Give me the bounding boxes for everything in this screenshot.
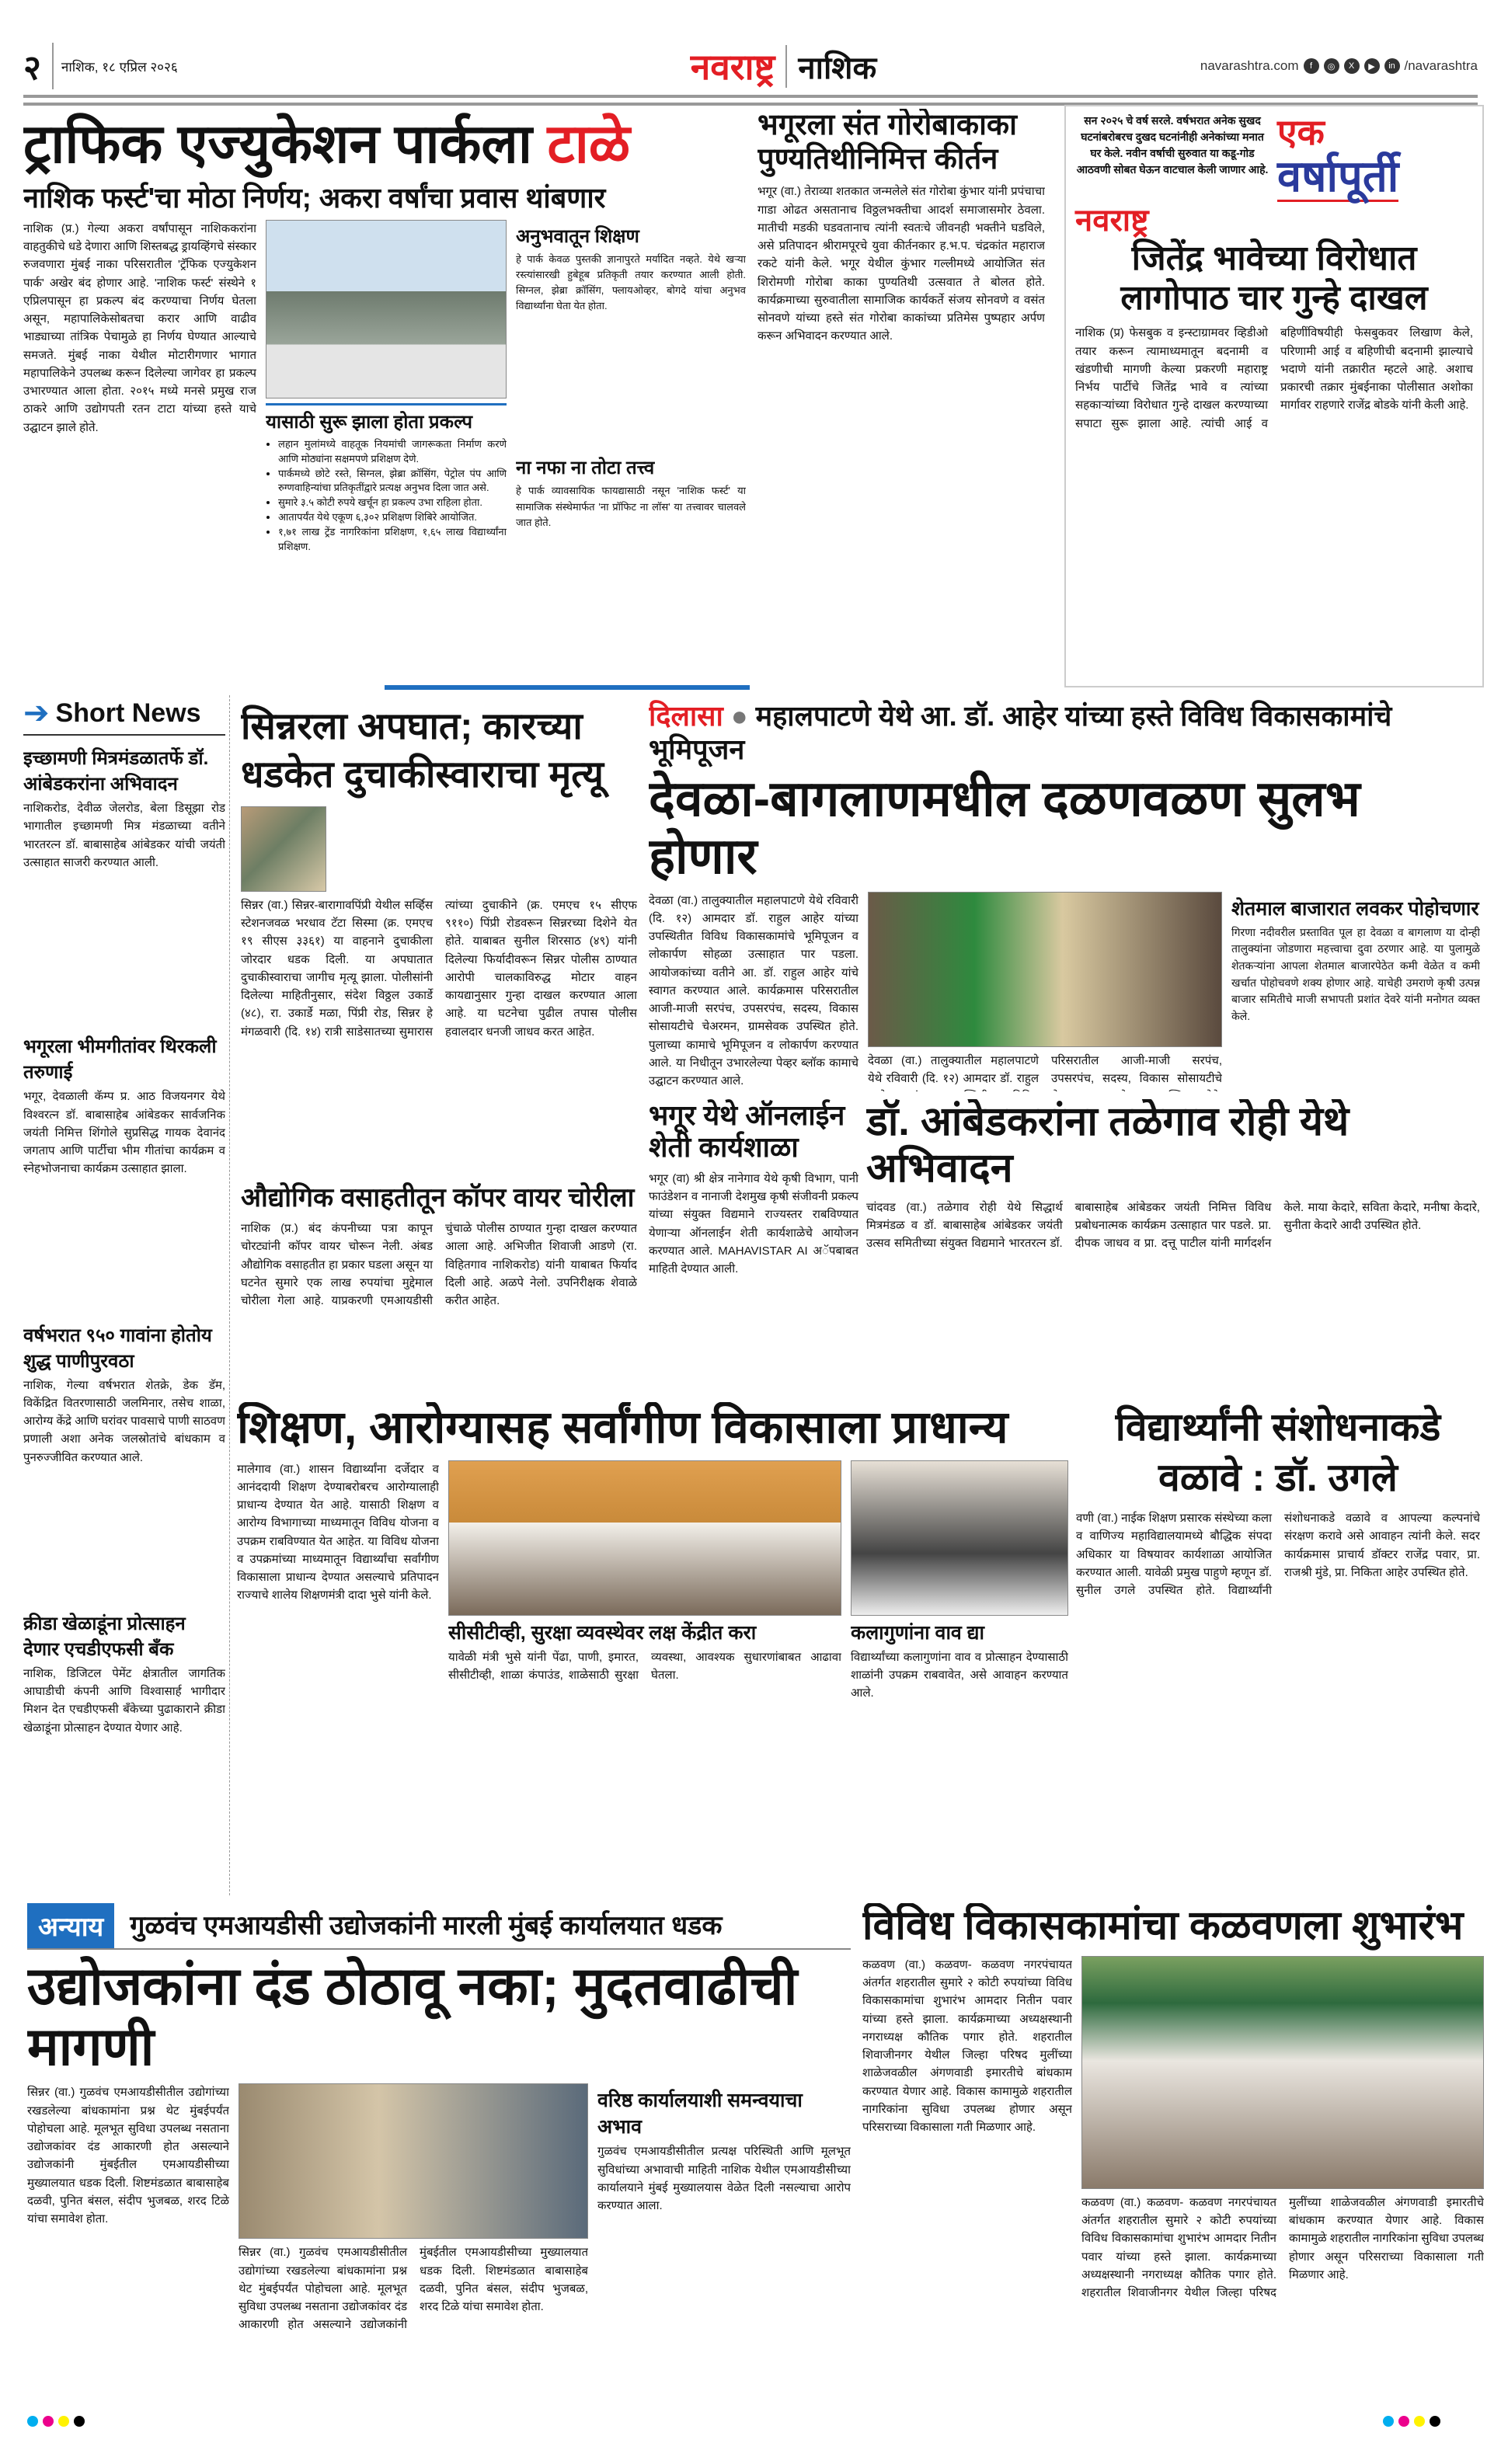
short-news-item: इच्छामणी मित्रमंडळातर्फे डॉ. आंबेडकरांना अभिवादन नाशिकरोड, देवीळ जेलरोड, बेला डिसूझा रोड भागातील इच्छामणी मित्र मंडळाच्या वतीने भारतरत्न डॉ. बाबासाहेब आंबेडकर यांची जयंती उत्साहात साजरी करण्यात आली. (23, 748, 225, 869)
youtube-icon[interactable]: ▶ (1364, 58, 1380, 74)
lead-body: नाशिक (प्र.) गेल्या अकरा वर्षांपासून नाशिककरांना वाहतुकीचे धडे देणारा आणि शिस्तबद्ध ड्रायव्हिंगचे संस्कार रुजवणारा मुंबई नाका परिसरातील 'ट्रॅफिक एज्युकेशन पार्क' अखेर बंद होणार आहे. 'नाशिक फर्स्ट' संस्थेने १ एप्रिलपासून हा प्रकल्प बंद करण्याचा निर्णय घेतला असून, महापालिकेसोबतचा करार आणि वाढीव भाड्याच्या तांत्रिक पेचामुळे हा निर्णय घेण्यात आल्याचे समजते. मुंबई नाका येथील मोटारीगणार भागात महापालिकेने उपलब्ध करून दिलेल्या जागेवर हा प्रकल्प उभारण्यात आला होता. २०१५ मध्ये मनसे प्रमुख राज ठाकरे आणि उद्योगपती रतन टाटा यांच्या हस्ते याचे उद्घाटन झाले होते. (23, 221, 256, 434)
box-item: • सुमारे ३.५ कोटी रुपये खर्चून हा प्रकल्प उभा राहिला होता. (278, 496, 507, 510)
short-news-column (23, 695, 225, 1895)
minister-photo (448, 1460, 841, 1616)
lead-article (23, 113, 746, 684)
article-headline: भगूरला संत गोरोबाकाका पुण्यतिथीनिमित्त कीर्तन (757, 109, 1017, 176)
tag-label: अन्याय (27, 1903, 114, 1948)
article (237, 1402, 1068, 1888)
kicker-bar (27, 1903, 851, 1950)
box-title: यासाठी सुरू झाला होता प्रकल्प (266, 411, 472, 433)
article-headline: विद्यार्थ्यांनी संशोधनाकडे वळावे : डॉ. उगले (1115, 1405, 1441, 1499)
color-registration-marks (1383, 2416, 1440, 2427)
short-news-title: Short News (55, 698, 201, 728)
lead-sidebar (516, 220, 746, 684)
article-headline: शिक्षण, आरोग्यासह सर्वांगीण विकासाला प्राधान्य (237, 1402, 1008, 1453)
article-body: मालेगाव (वा.) शासन विद्यार्थ्यांना दर्जेदार व आनंददायी शिक्षण देण्याबरोबरच आरोग्यालाही प्राधान्य देण्यात येत आहे. यासाठी शिक्षण व आरोग्य विभागाच्या माध्यमातून विविध योजना व उपक्रम राबविण्यात येत आहेत. या विविध योजना व उपक्रमांच्या माध्यमातून विद्यार्थ्यांचा सर्वांगीण विकासाला प्राधान्य देण्यात असल्याचे प्रतिपादन राज्याचे शालेय शिक्षणमंत्री दादा भुसे यांनी केले. (237, 1462, 439, 1603)
x-icon[interactable]: X (1344, 58, 1360, 74)
article-body: नाशिक (प्र.) बंद कंपनीच्या पत्रा कापून चोरट्यांनी कॉपर वायर चोरून नेली. अंबड औद्योगिक वसाहतीत हा प्रकार घडला असून या घटनेत सुमारे एक लाख रुपयांचा मुद्देमाल चोरीला गेला आहे. याप्रकरणी एमआयडीसी चुंचाळे पोलीस ठाण्यात गुन्हा दाखल करण्यात आला आहे. अभिजीत शिवाजी आडणे (रा. विहितगाव नाशिकरोड) यांनी याबाबत फिर्याद दिली आहे. अळपे नेलो. उपनिरीक्षक शेवाळे करीत आहेत. (241, 1222, 637, 1307)
year-review-box (1064, 105, 1484, 687)
article-headline: विविध विकासकामांचा कळवणला शुभारंभ (862, 1903, 1464, 1948)
article-headline: भगूर येथे ऑनलाईन शेती कार्यशाळा (649, 1099, 845, 1164)
subhead: शेतमाल बाजारात लवकर पोहोचणार (1231, 897, 1479, 920)
article-body: वणी (वा.) नाईक शिक्षण प्रसारक संस्थेच्या कला व वाणिज्य महाविद्यालयामध्ये बौद्धिक संपदा अधिकार या विषयावर कार्यशाळा आयोजित करण्यात आली. यावेळी प्रमुख पाहुणे म्हणून डॉ. सुनील उगले उपस्थित होते. विद्यार्थ्यांनी संशोधनाकडे वळावे व आपल्या कल्पनांचे संरक्षण करावे असे आवाहन त्यांनी केले. सदर कार्यक्रमास प्राचार्य डॉक्टर राजेंद्र पवार, प्रा. राजश्री मुंडे, प्रा. निकिता आहेर उपस्थित होते. (1076, 1512, 1480, 1597)
site-link[interactable]: navarashtra.com (1200, 58, 1299, 73)
subhead-body: यावेळी मंत्री भुसे यांनी पेंढा, पाणी, इमारत, सीसीटीव्ही, शाळा कंपाउंड, शाळेसाठी सुरक्षा व्यवस्था, आवश्यक सुधारणांबाबत आढावा घेतला. (448, 1650, 841, 1682)
article-headline: उद्योजकांना दंड ठोठावू नका; मुदतवाढीची मागणी (27, 1957, 798, 2077)
article-body: कळवण (वा.) कळवण- कळवण नगरपंचायत अंतर्गत शहरातील सुमारे २ कोटी रुपयांच्या विविध विकासकामांचा शुभारंभ आमदार नितीन पवार यांच्या हस्ते झाला. कार्यक्रमाच्या अध्यक्षस्थानी नगराध्यक्ष कौतिक पगार होते. शहरातील शिवाजीनगर येथील जिल्हा परिषद मुलींच्या शाळेजवळील अंगणवाडी इमारतीचे बांधकाम करण्यात येणार आहे. विकास कामामुळे शहरातील नागरिकांना सुविधा उपलब्ध होणार असून परिसराच्या विकासाला गती मिळणार आहे. (862, 1958, 1072, 2135)
subhead: अनुभवातून शिक्षण (516, 225, 639, 247)
tag-label: दिलासा (649, 700, 723, 732)
sidebar-box (1231, 892, 1480, 1091)
article (649, 699, 1480, 1091)
series-intro: सन २०२५ चे वर्ष सरले. वर्षभरात अनेक सुखद घटनांबरोबरच दुखद घटनांनीही अनेकांच्या मनात घर केले. नवीन वर्षाची सुरुवात या कडू-गोड आठवणी सोबत घेऊन वाटचाल केली जाणार आहे. (1076, 114, 1269, 176)
social-handle[interactable]: /navarashtra (1404, 58, 1478, 73)
article-headline: औद्योगिक वसाहतीतून कॉपर वायर चोरीला (241, 1182, 635, 1213)
article-body: देवळा (वा.) तालुक्यातील महालपाटणे येथे रविवारी (दि. १२) आमदार डॉ. राहुल आहेर यांच्या उपस्थितीत विविध विकासकामांचे भूमिपूजन व लोकार्पण सोहळा उत्साहात पार पडला. आयोजकांच्या वतीने आ. डॉ. राहुल आहेर यांचे स्वागत करण्यात आले. कार्यक्रमास परिसरातील आजी-माजी सरपंच, उपसरपंच, सदस्य, विकास सोसायटीचे चेअरमन, ग्रामसेवक उपस्थित होते. पुलाच्या कामाचे भूमिपूजन व लोकार्पण करण्यात आले. या निधीतून उभारलेल्या पेव्हर ब्लॉक कामाचे उद्घाटन करण्यात आले. (649, 893, 858, 1088)
header-rule (23, 95, 1478, 106)
instagram-icon[interactable]: ◎ (1324, 58, 1339, 74)
lead-headline: ट्राफिक एज्युकेशन पार्कला टाळे (23, 113, 631, 174)
subhead-body: हे पार्क केवळ पुस्तकी ज्ञानापुरते मर्यादित नव्हते. येथे खऱ्या रस्त्यांसारखी हुबेहूब प्रतिकृती तयार करण्यात आली होती. सिग्नल, झेब्रा क्रॉसिंग, फ्लायओव्हर, बोगदे यांचा अनुभव विद्यार्थ्यांना घेता येत होता. (516, 252, 746, 312)
subhead-body: गिरणा नदीवरील प्रस्तावित पूल हा देवळा व बागलाण या दोन्ही तालुक्यांना जोडणारा महत्त्वाचा दुवा ठरणार आहे. या पुलामुळे शेतकऱ्यांना आपला शेतमाल बाजारपेठेत कमी वेळेत व कमी खर्चात पोहोचवणे शक्य होणार आहे. याचेही उमराणे कृषी उत्पन्न बाजार समितीचे माजी सभापती प्रशांत देवरे यांनी मनोगत व्यक्त केले. (1231, 925, 1480, 1022)
linkedin-icon[interactable]: in (1384, 58, 1400, 74)
subhead: कलागुणांना वाव द्या (851, 1621, 984, 1644)
article-body: भगूर (वा) श्री क्षेत्र नानेगाव येथे कृषी विभाग, पानी फाउंडेशन व नानाजी देशमुख कृषी संजीवनी प्रकल्प यांच्या संयुक्त विद्यमाने राज्यस्तर राबविण्यात येणाऱ्या ऑनलाईन शेती कार्यशाळेचे आयोजन करण्यात आले. MAHAVISTAR AI अॅपबाबत माहिती देण्यात आली. (649, 1171, 858, 1276)
article-headline: डॉ. आंबेडकरांना तळेगाव रोही येथे अभिवादन (866, 1099, 1350, 1191)
short-news-item: भगूरला भीमगीतांवर थिरकली तरुणाई भगूर, देवळाली कॅम्प प्र. आठ विजयनगर येथे विश्वरत्न डॉ. बाबासाहेब आंबेडकर सार्वजनिक जयंती निमित्त शिंगोले सुप्रसिद्ध गायक देवानंद जगताप आणि पार्टीचा भीम गीतांचा कार्यक्रम व स्नेहभोजनाचा कार्यक्रम उत्साहात झाला. (23, 1036, 225, 1176)
page-number: २ (23, 43, 54, 89)
short-news-item: वर्षभरात ९५० गावांना होतोय शुद्ध पाणीपुरवठा नाशिक, गेल्या वर्षभरात शेतक्रे, डेक डॅम, विकेंद्रित वितरणासाठी जलमिनार, तसेच शाळा, आरोग्य केंद्रे आणि घरांवर पावसाचे पाणी साठवण प्रणाली अशा अनेक जलस्रोतांचे बांधकाम व पुनरुज्जीवित करण्यात आले. (23, 1324, 225, 1464)
article-body: सिन्नर (वा.) गुळवंच एमआयडीसीतील उद्योगांच्या रखडलेल्या बांधकामांना प्रश्न थेट मुंबईपर्यंत पोहोचला आहे. मूलभूत सुविधा उपलब्ध नसताना उद्योजकांवर दंड आकारणी होत असल्याने उद्योजकांनी मुंबईतील एमआयडीसीच्या मुख्यालयात धडक दिली. शिष्टमंडळात बाबासाहेब दळवी, पुनित बंसल, संदीप भुजबळ, शरद टिळे यांचा समावेश होता. (27, 2086, 229, 2226)
arrow-icon: ➔ (23, 696, 50, 730)
students-photo (851, 1460, 1068, 1616)
article-body: नाशिक (प्र) फेसबुक व इन्स्टाग्रामवर व्हिडीओ तयार करून त्यामाध्यमातून बदनामी व खंडणीची मागणी केल्या प्रकरणी महाराष्ट्र निर्भय पार्टीचे जितेंद्र भावे व त्यांच्या सहकाऱ्यांच्या विरोधात गुन्हे दाखल करण्याच्या सपाटा सुरू झाला आहे. त्यांची आई व बहिणींविषयीही फेसबुकवर लिखाण केले, परिणामी आई व बहिणीची बदनामी झाल्याचे भदाणे यांनी तक्रारीत म्हटले आहे. अशाच प्रकारची तक्रार मुंबईनाका पोलीसात अशोका मार्गावर राहणारे राजेंद्र बोडके यांनी केली आहे. (1075, 326, 1473, 430)
article (866, 1099, 1480, 1359)
article-headline: देवळा-बागलाणमधील दळणवळण सुलभ होणार (649, 771, 1360, 884)
column-divider (229, 695, 230, 1895)
project-purpose-box (266, 403, 507, 684)
edition-date: नाशिक, १८ एप्रिल २०२६ (61, 59, 178, 75)
victim-photo (241, 806, 326, 892)
kicker: गुळवंच एमआयडीसी उद्योजकांनी मारली मुंबई कार्यालयात धडक (130, 1910, 723, 1940)
article (241, 703, 637, 1359)
article (27, 1903, 851, 2404)
box-item: • आतापर्यंत येथे एकूण ६,३०२ प्रशिक्षण शिबिरे आयोजित. (278, 510, 507, 525)
series-ek: एक (1277, 112, 1325, 152)
series-logo: नवराष्ट्र (1075, 204, 1149, 238)
subhead: सीसीटीव्ही, सुरक्षा व्यवस्थेवर लक्ष केंद्रीत करा (448, 1621, 757, 1644)
article (862, 1903, 1484, 2404)
box-item: • १,७१ लाख ट्रेंड नागरिकांना प्रशिक्षण, १,६५ लाख विद्यार्थ्यांना प्रशिक्षण. (278, 525, 507, 555)
subhead-body: गुळवंच एमआयडीसीतील प्रत्यक्ष परिस्थिती आणि मूलभूत सुविधांच्या अभावाची माहिती नाशिक येथील एमआयडीसीच्या कार्यालयाने मुंबई मुख्यालयास वेळेत दिली नसल्याचा आरोप करण्यात आला. (597, 2145, 851, 2213)
newspaper-logo: नवराष्ट्र (690, 47, 775, 87)
divider (385, 685, 750, 690)
article-body: सिन्नर (वा.) गुळवंच एमआयडीसीतील उद्योगांच्या रखडलेल्या बांधकामांना प्रश्न थेट मुंबईपर्यंत पोहोचला आहे. मूलभूत सुविधा उपलब्ध नसताना उद्योजकांवर दंड आकारणी होत असल्याने उद्योजकांनी मुंबईतील एमआयडीसीच्या मुख्यालयात धडक दिली. शिष्टमंडळात बाबासाहेब दळवी, पुनित बंसल, संदीप भुजबळ, शरद टिळे यांचा समावेश होता. (239, 2246, 588, 2332)
box-item: • लहान मुलांमध्ये वाहतूक नियमांची जागरूकता निर्माण करणे आणि मोठ्यांना सक्षमपणे प्रशिक्षण देणे. (278, 437, 507, 467)
series-title: वर्षापूर्ती (1277, 152, 1398, 203)
subhead-body: हे पार्क व्यावसायिक फायद्यासाठी नसून 'नाशिक फर्स्ट' या सामाजिक संस्थेमार्फत 'ना प्रॉफिट ना लॉस' या तत्त्वावर चालवले जात होते. (516, 485, 746, 528)
article-body: देवळा (वा.) तालुक्यातील महालपाटणे येथे रविवारी (दि. १२) आमदार डॉ. राहुल परिसरातील आजी-माजी सरपंच, उपसरपंच, सदस्य, विकास सोसायटीचे (868, 1053, 1222, 1085)
article-headline: जितेंद्र भावेच्या विरोधात लागोपाठ चार गुन्हे दाखल (1120, 239, 1428, 317)
article-headline: सिन्नरला अपघात; कारच्या धडकेत दुचाकीस्वाराचा मृत्यू (241, 706, 604, 796)
traffic-park-photo (266, 220, 507, 398)
inauguration-photo (1081, 1956, 1484, 2189)
delegation-photo (239, 2083, 588, 2239)
event-photo (868, 892, 1222, 1047)
subhead-body: विद्यार्थ्यांच्या कलागुणांना वाव व प्रोत्साहन देण्यासाठी शाळांनी उपक्रम राबवावेत, असे आवाहन करण्यात आले. (851, 1650, 1068, 1700)
site-info (1200, 58, 1478, 74)
subhead: ना नफा ना तोटा तत्त्व (516, 458, 655, 479)
article (1076, 1402, 1480, 1888)
article (649, 1099, 858, 1359)
short-news-item: क्रीडा खेळाडूंना प्रोत्साहन देणार एचडीएफसी बँक नाशिक, डिजिटल पेमेंट क्षेत्रातील जागतिक आघाडीची कंपनी आणि विश्वासार्ह भागीदार मिशन देत एचडीएफसी बँकेच्या पुढाकाराने क्रीडा खेळाडूंना प्रोत्साहन देण्यात येणार आहे. (23, 1613, 225, 1735)
subhead: वरिष्ठ कार्यालयाशी समन्वयाचा अभाव (597, 2090, 803, 2139)
article (757, 109, 1045, 684)
masthead (23, 43, 1478, 89)
box-item: • पार्कमध्ये छोटे रस्ते, सिग्नल, झेब्रा क्रॉसिंग, पेट्रोल पंप आणि रुग्णवाहिन्यांचा प्रतिकृतींद्वारे प्रत्यक्ष अनुभव दिला जात असे. (278, 467, 507, 496)
lead-subhead: नाशिक फर्स्ट'चा मोठा निर्णय; अकरा वर्षांचा प्रवास थांबणार (23, 181, 606, 214)
article-body: चांदवड (वा.) तळेगाव रोही येथे सिद्धार्थ मित्रमंडळ व डॉ. बाबासाहेब आंबेडकर जयंती उत्सव समितीच्या संयुक्त विद्यमाने भारतरत्न डॉ. बाबासाहेब आंबेडकर जयंती निमित्त विविध प्रबोधनात्मक कार्यक्रम उत्साहात पार पडले. प्रा. दीपक जाधव व प्रा. दत्तू पाटील यांनी मार्गदर्शन केले. माया केदारे, सविता केदारे, मनीषा केदारे, सुनीता केदारे आदी उपस्थित होते. (866, 1200, 1480, 1251)
edition-name: नाशिक (785, 45, 876, 88)
article-body: सिन्नर (वा.) सिन्नर-बारागावपिंप्री येथील सर्व्हिस स्टेशनजवळ भरधाव टॅटा सिस्मा (क्र. एमएच १९ सीएस ३३६१) या वाहनाने दुचाकीला जोरदार धडक दिली. या अपघातात दुचाकीस्वाराचा जागीच मृत्यू झाला. पोलीसांनी दिलेल्या माहितीनुसार, संदेश विठ्ठल उकार्डे (४८), रा. उकार्डे मळा, पिंप्री रोड, सिन्नर हे मंगळवारी (दि. १४) रात्री साडेसातच्या सुमारास त्यांच्या दुचाकीने (क्र. एमएच १५ सीएफ ९११०) पिंप्री रोडवरून सिन्नरच्या दिशेने येत होते. याबाबत सुनील शिरसाठ (४९) यांनी दिलेल्या फिर्यादीवरून सिन्नर पोलीस ठाण्यात आरोपी चालकाविरुद्ध मोटार वाहन कायद्यानुसार गुन्हा दाखल करण्यात आला आहे. या घटनेचा पुढील तपास पोलीस हवालदार धनजी जाधव करत आहेत. (241, 898, 637, 1039)
facebook-icon[interactable]: f (1304, 58, 1319, 74)
article-body: कळवण (वा.) कळवण- कळवण नगरपंचायत अंतर्गत शहरातील सुमारे २ कोटी रुपयांच्या विविध विकासकामांचा शुभारंभ आमदार नितीन पवार यांच्या हस्ते झाला. कार्यक्रमाच्या अध्यक्षस्थानी नगराध्यक्ष कौतिक पगार होते. शहरातील शिवाजीनगर येथील जिल्हा परिषद मुलींच्या शाळेजवळील अंगणवाडी इमारतीचे बांधकाम करण्यात येणार आहे. विकास कामामुळे शहरातील नागरिकांना सुविधा उपलब्ध होणार असून परिसराच्या विकासाला गती मिळणार आहे. (1081, 2195, 1484, 2300)
kicker: दिलासा ● महालपाटणे येथे आ. डॉ. आहेर यांच्या हस्ते विविध विकासकामांचे भूमिपूजन (649, 700, 1392, 766)
color-registration-marks (27, 2416, 85, 2427)
article-body: भगूर (वा.) तेराव्या शतकात जन्मलेले संत गोरोबा कुंभार यांनी प्रपंचाचा गाडा ओढत असतानाच विठ्ठलभक्तीचा आदर्श समाजासमोर ठेवला. मातीची मडकी घडवतानाच त्यांनी स्वतःचे जीवनही भक्तीने घडविले, असे प्रतिपादन श्रीरामपूरचे युवा कीर्तनकार ह.भ.प. चंद्रकांत महाराज रकटे यांनी केले. भगूर येथील कुंभार गल्लीमध्ये आयोजित संत शिरोमणी गोरोबा काका पुण्यतिथी उत्सवात ते बोलत होते. कार्यक्रमाच्या सुरुवातीला सामाजिक कार्यकर्ते संजय सोनवणे व वसंत सोनवणे यांच्या हस्ते संत गोरोबा काकांच्या प्रतिमेस पुष्पहार अर्पण करून अभिवादन करण्यात आले. (757, 185, 1045, 343)
